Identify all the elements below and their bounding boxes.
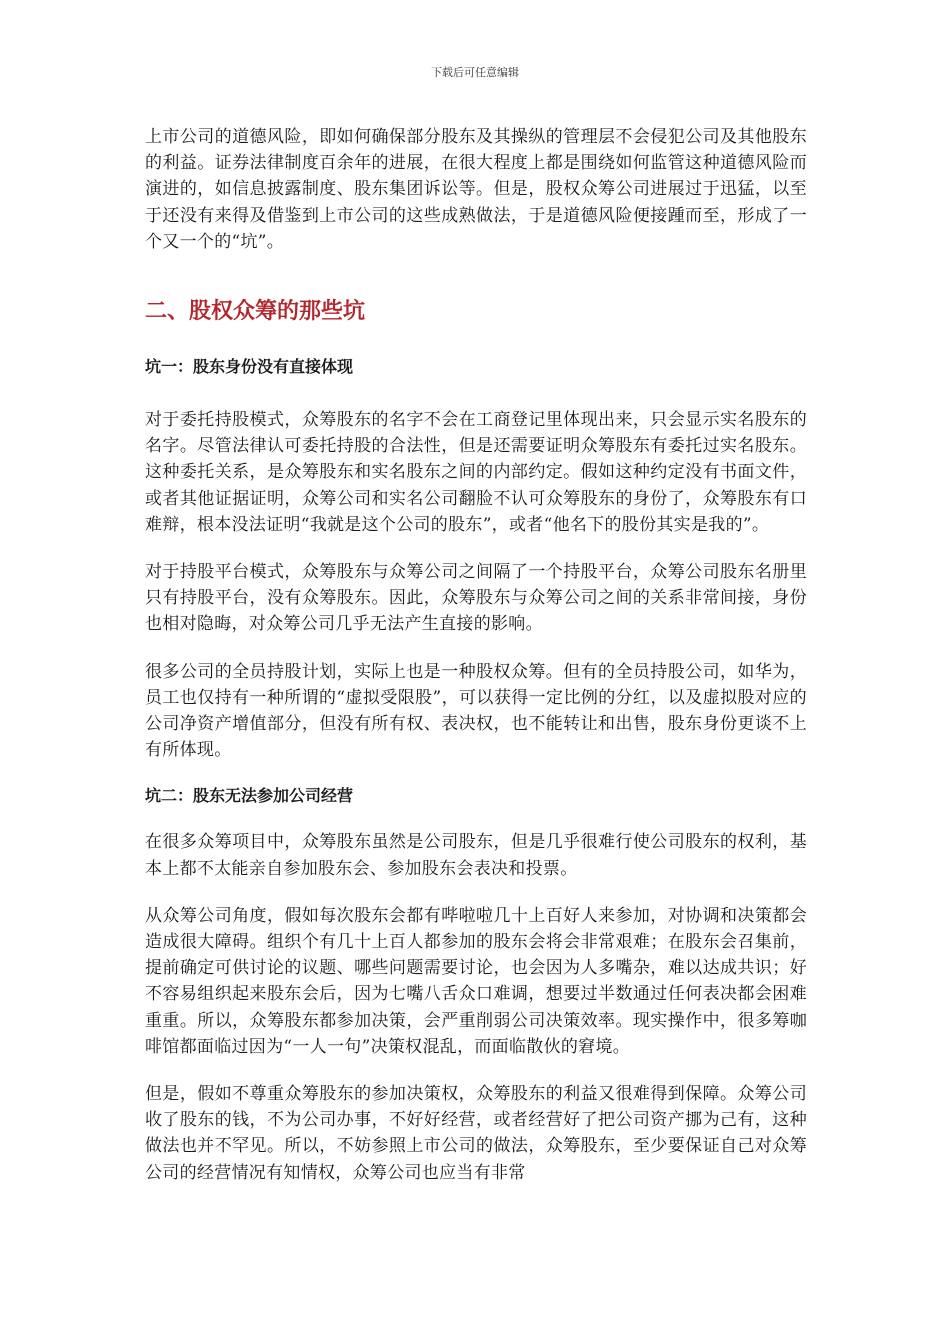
pit2-paragraph-3: 但是，假如不尊重众筹股东的参加决策权，众筹股东的利益又很难得到保障。众筹公司收了股东的钱，不为公司办事，不好好经营，或者经营好了把公司资产挪为己有，这种做法也并不罕见。所以，不妨参照上市公司的做法，众筹股东，至少要保证自己对众筹公司的经营情况有知情权，众筹公司也应当有非常 — [145, 1084, 807, 1183]
header-note: 下载后可任意编辑 — [431, 66, 519, 79]
pit1-paragraph-1: 对于委托持股模式，众筹股东的名字不会在工商登记里体现出来，只会显示实名股东的名字。尽管法律认可委托持股的合法性，但是还需要证明众筹股东有委托过实名股东。这种委托关系，是众筹股东和实名股东之间的内部约定。假如这种约定没有书面文件，或者其他证据证明，众筹公司和实名公司翻脸不认可众筹股东的身份了，众筹股东有口难辩，根本没法证明“我就是这个公司的股东”，或者“他名下的股份其实是我的”。 — [145, 410, 807, 535]
pit1-paragraph-3: 很多公司的全员持股计划，实际上也是一种股权众筹。但有的全员持股公司，如华为，员工也仅持有一种所谓的“虚拟受限股”，可以获得一定比例的分红，以及虚拟股对应的公司净资产增值部分，但没有所有权、表决权，也不能转让和出售，股东身份更谈不上有所体现。 — [145, 661, 807, 761]
pit2-paragraph-2: 从众筹公司角度，假如每次股东会都有哔啦啦几十上百好人来参加，对协调和决策都会造成很大障碍。组织个有几十上百人都参加的股东会将会非常艰难；在股东会召集前，提前确定可供讨论的议题、哪些问题需要讨论，也会因为人多嘴杂，难以达成共识；好不容易组织起来股东会后，因为七嘴八舌众口难调，想要过半数通过任何表决都会困难重重。所以，众筹股东都参加决策，会严重削弱公司决策效率。现实操作中，很多筹咖啡馆都面临过因为“一人一句”决策权混乱，而面临散伙的窘境。 — [145, 905, 807, 1057]
document-body — [145, 124, 807, 1186]
pit1-title: 坑一：股东身份没有直接体现 — [145, 357, 354, 377]
section-title: 二、股权众筹的那些坑 — [145, 299, 366, 325]
pit1-paragraph-2: 对于持股平台模式，众筹股东与众筹公司之间隔了一个持股平台，众筹公司股东名册里只有持股平台，没有众筹股东。因此，众筹股东与众筹公司之间的关系非常间接，身份也相对隐晦，对众筹公司几乎无法产生直接的影响。 — [145, 562, 807, 635]
pit2-title: 坑二：股东无法参加公司经营 — [145, 786, 354, 806]
pit2-paragraph-1: 在很多众筹项目中，众筹股东虽然是公司股东，但是几乎很难行使公司股东的权利，基本上都不太能亲自参加股东会、参加股东会表决和投票。 — [145, 832, 807, 879]
intro-paragraph: 上市公司的道德风险，即如何确保部分股东及其操纵的管理层不会侵犯公司及其他股东的利益。证券法律制度百余年的进展，在很大程度上都是围绕如何监管这种道德风险而演进的，如信息披露制度、股东集团诉讼等。但是，股权众筹公司进展过于迅猛，以至于还没有来得及借鉴到上市公司的这些成熟做法，于是道德风险便接踵而至，形成了一个又一个的“坑”。 — [145, 127, 807, 252]
